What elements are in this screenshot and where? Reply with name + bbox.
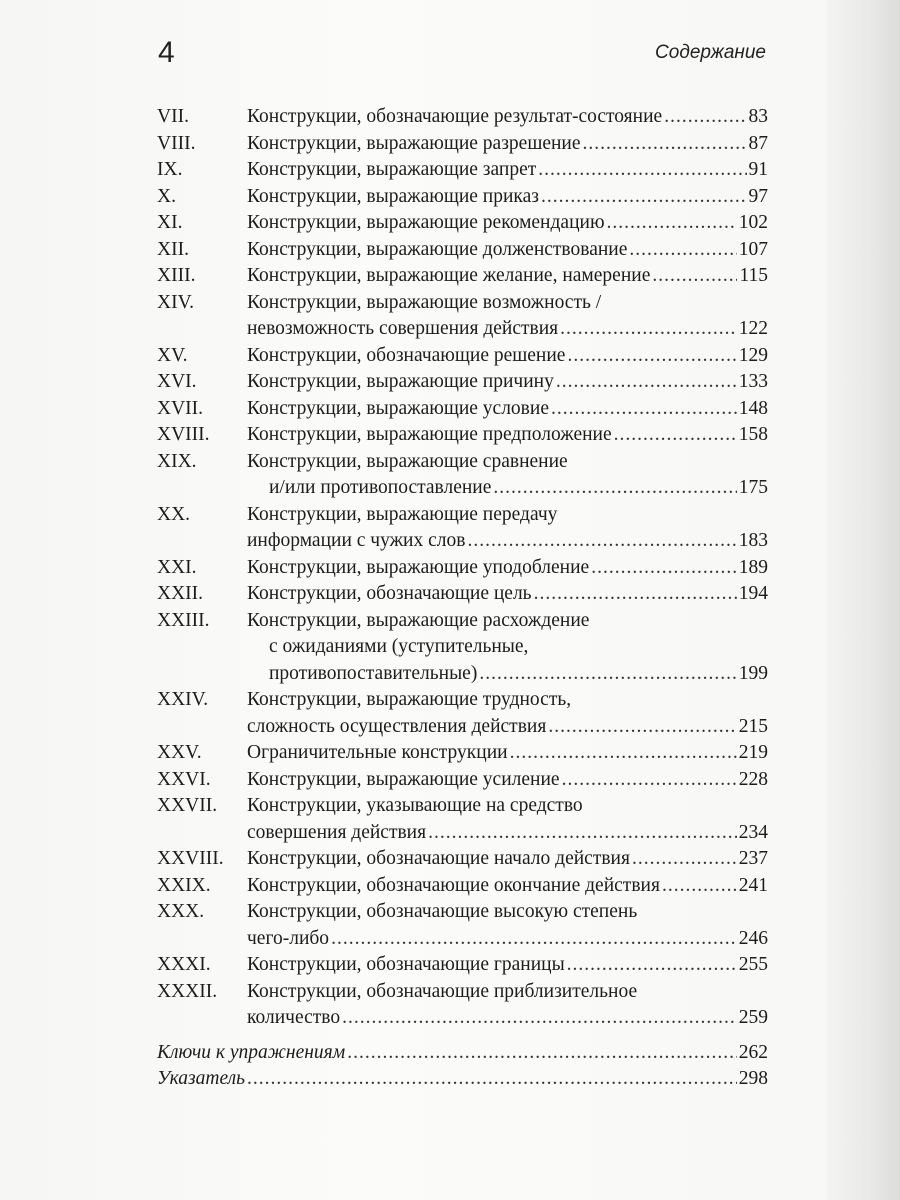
toc-entry <box>157 343 768 370</box>
dot-leader <box>560 316 737 343</box>
chapter-title-line: Конструкции, выражающие расхождение <box>247 609 590 631</box>
dot-leader <box>541 184 747 211</box>
entry-line <box>157 740 768 767</box>
chapter-title-line: Конструкции, обозначающие высокую степень <box>247 901 638 922</box>
dot-leader <box>493 475 736 502</box>
dot-leader <box>342 1005 737 1032</box>
dot-leader <box>664 104 746 131</box>
dot-leader <box>562 767 737 794</box>
dot-leader <box>632 846 737 873</box>
entry-line <box>157 793 768 820</box>
dot-leader <box>591 555 737 582</box>
chapter-title-line: с ожиданиями (уступительные, <box>269 636 529 657</box>
entry-line <box>157 396 768 423</box>
chapter-title-line: Конструкции, выражающие передачу <box>247 503 558 525</box>
chapter-numeral: XIX. <box>157 450 197 472</box>
toc-entry <box>157 793 768 846</box>
chapter-numeral: XXIII. <box>157 609 210 631</box>
dot-leader <box>347 1040 737 1067</box>
chapter-title-line: Ограничительные конструкции <box>247 742 508 763</box>
toc-entry <box>157 581 768 608</box>
toc-entry <box>157 449 768 502</box>
dot-leader <box>467 528 736 555</box>
entry-line <box>157 316 768 343</box>
toc-entry <box>157 555 768 582</box>
entry-line <box>157 104 768 131</box>
chapter-title-line: Конструкции, выражающие сравнение <box>247 450 568 472</box>
chapter-title-line: Конструкции, выражающие желание, намерение <box>247 265 651 286</box>
page-ref: 133 <box>738 371 768 392</box>
chapter-title-line: Конструкции, выражающие долженствование <box>247 238 628 260</box>
page-ref: 194 <box>738 583 768 604</box>
chapter-title-line: Конструкции, обозначающие начало действия <box>247 848 630 869</box>
page-ref: 175 <box>738 477 768 498</box>
entry-line <box>157 290 768 317</box>
page-ref: 262 <box>738 1041 768 1063</box>
back-matter <box>157 1040 768 1093</box>
entry-line <box>157 873 768 900</box>
chapter-title-line: Конструкции, выражающие разрешение <box>247 132 581 154</box>
toc-entry <box>157 131 768 158</box>
entry-line <box>157 475 768 502</box>
chapter-title-line: количество <box>247 1007 341 1028</box>
chapter-title-line: Конструкции, выражающие запрет <box>247 159 537 180</box>
toc-entry <box>157 952 768 979</box>
entry-line <box>157 899 768 926</box>
toc-entry <box>157 396 768 423</box>
back-matter-entry <box>157 1040 768 1067</box>
table-of-contents <box>157 104 768 1093</box>
chapter-title-line: Конструкции, обозначающие границы <box>247 954 565 975</box>
dot-leader <box>534 581 737 608</box>
page-ref: 87 <box>748 132 768 154</box>
chapter-title-line: информации с чужих слов <box>247 530 466 551</box>
dot-leader <box>567 343 736 370</box>
toc-entry <box>157 184 768 211</box>
page-ref: 183 <box>738 530 768 551</box>
chapter-title-line: сложность осуществления действия <box>247 715 547 737</box>
page-ref: 237 <box>738 848 768 869</box>
entry-line <box>157 687 768 714</box>
dot-leader <box>567 952 737 979</box>
toc-entry <box>157 104 768 131</box>
toc-entry <box>157 263 768 290</box>
chapter-numeral: XX. <box>157 503 191 525</box>
entry-line <box>157 979 768 1006</box>
toc-entry <box>157 608 768 688</box>
dot-leader <box>629 237 736 264</box>
chapter-numeral: XXX. <box>157 901 205 922</box>
chapter-numeral: XI. <box>157 212 183 233</box>
dot-leader <box>548 714 736 741</box>
entry-line <box>157 926 768 953</box>
back-matter-entry <box>157 1066 768 1093</box>
chapter-numeral: XXXII. <box>157 980 218 1002</box>
dot-leader <box>479 661 736 688</box>
chapter-numeral: XIV. <box>157 291 195 313</box>
toc-entry <box>157 502 768 555</box>
toc-entry <box>157 237 768 264</box>
chapter-numeral: XVII. <box>157 397 204 419</box>
toc-entries <box>157 104 768 1032</box>
page-ref: 241 <box>738 874 768 896</box>
entry-line <box>157 1005 768 1032</box>
entry-line <box>157 608 768 635</box>
entry-line <box>157 157 768 184</box>
page-ref: 129 <box>738 344 768 366</box>
chapter-title-line: Конструкции, выражающие приказ <box>247 185 539 207</box>
page-ref: 158 <box>738 424 768 445</box>
dot-leader <box>652 263 737 290</box>
entry-line <box>157 131 768 158</box>
toc-entry <box>157 687 768 740</box>
dot-leader <box>510 740 737 767</box>
entry-line <box>157 952 768 979</box>
entry-line <box>157 846 768 873</box>
toc-entry <box>157 157 768 184</box>
chapter-numeral: XXV. <box>157 742 202 763</box>
page-ref: 246 <box>738 927 768 949</box>
page-ref: 228 <box>738 768 768 790</box>
entry-line <box>157 714 768 741</box>
chapter-numeral: XXXI. <box>157 954 211 975</box>
chapter-numeral: XXIX. <box>157 874 211 896</box>
dot-leader <box>556 369 737 396</box>
entry-line <box>157 449 768 476</box>
page-ref: 259 <box>738 1007 768 1028</box>
page-ref: 122 <box>738 318 768 339</box>
toc-entry <box>157 767 768 794</box>
dot-leader <box>331 926 737 953</box>
dot-leader <box>583 131 747 158</box>
entry-line <box>157 1040 768 1067</box>
chapter-title-line: Конструкции, обозначающие приблизительное <box>247 980 638 1002</box>
entry-line <box>157 661 768 688</box>
page-ref: 199 <box>738 662 768 684</box>
chapter-numeral: XIII. <box>157 265 196 286</box>
chapter-numeral: XV. <box>157 344 188 366</box>
dot-leader <box>247 1066 737 1093</box>
chapter-numeral: XXIV. <box>157 689 209 710</box>
toc-entry <box>157 979 768 1032</box>
entry-line <box>157 422 768 449</box>
entry-line <box>157 263 768 290</box>
chapter-numeral: XVI. <box>157 371 197 392</box>
chapter-title-line: Конструкции, выражающие уподобление <box>247 556 590 578</box>
chapter-numeral: XXII. <box>157 583 204 604</box>
chapter-numeral: IX. <box>157 159 183 180</box>
page-ref: 148 <box>738 397 768 419</box>
chapter-title-line: Конструкции, обозначающие решение <box>247 344 566 366</box>
page-number: 4 <box>158 36 175 69</box>
chapter-numeral: X. <box>157 185 176 207</box>
chapter-title-line: совершения действия <box>247 821 427 843</box>
entry-line <box>157 343 768 370</box>
page-ref: 115 <box>739 265 768 286</box>
toc-entry <box>157 846 768 873</box>
entry-line <box>157 1066 768 1093</box>
page-ref: 219 <box>738 742 768 763</box>
chapter-title-line: Конструкции, обозначающие окончание действия <box>247 874 660 896</box>
page-ref: 97 <box>748 185 768 207</box>
chapter-title-line: невозможность совершения действия <box>247 318 559 339</box>
chapter-title-line: Конструкции, выражающие усиление <box>247 768 560 790</box>
chapter-title-line: Конструкции, выражающие трудность, <box>247 689 572 710</box>
chapter-title-line: Конструкции, выражающие условие <box>247 397 549 419</box>
page-ref: 215 <box>738 715 768 737</box>
toc-entry <box>157 873 768 900</box>
dot-leader <box>551 396 737 423</box>
entry-line <box>157 820 768 847</box>
chapter-numeral: XII. <box>157 238 189 260</box>
chapter-numeral: XXVIII. <box>157 848 224 869</box>
back-matter-label: Указатель <box>157 1068 246 1089</box>
entry-line <box>157 555 768 582</box>
toc-entry <box>157 210 768 237</box>
page-ref: 83 <box>748 106 768 127</box>
entry-line <box>157 369 768 396</box>
chapter-numeral: XXVI. <box>157 768 211 790</box>
chapter-title-line: Конструкции, указывающие на средство <box>247 795 583 816</box>
entry-line <box>157 237 768 264</box>
page-ref: 102 <box>738 212 768 233</box>
toc-entry <box>157 899 768 952</box>
chapter-title-line: Конструкции, выражающие возможность / <box>247 291 602 313</box>
entry-line <box>157 502 768 529</box>
chapter-title-line: противопоставительные) <box>269 662 478 684</box>
page-ref: 91 <box>748 159 768 180</box>
entry-line <box>157 581 768 608</box>
dot-leader <box>607 210 737 237</box>
chapter-title-line: Конструкции, обозначающие цель <box>247 583 532 604</box>
back-matter-label: Ключи к упражнениям <box>157 1041 346 1063</box>
page-edge-shadow <box>826 0 900 1200</box>
entry-line <box>157 528 768 555</box>
chapter-numeral: VIII. <box>157 132 196 154</box>
entry-line <box>157 634 768 661</box>
chapter-numeral: XXI. <box>157 556 197 578</box>
toc-entry <box>157 422 768 449</box>
running-title: Содержание <box>655 42 766 63</box>
dot-leader <box>538 157 746 184</box>
chapter-numeral: XXVII. <box>157 795 218 816</box>
entry-line <box>157 767 768 794</box>
toc-entry <box>157 740 768 767</box>
page-ref: 298 <box>738 1068 768 1089</box>
dot-leader <box>662 873 737 900</box>
page-ref: 255 <box>738 954 768 975</box>
chapter-title-line: Конструкции, обозначающие результат-состояние <box>247 106 663 127</box>
entry-line <box>157 184 768 211</box>
chapter-numeral: VII. <box>157 106 189 127</box>
chapter-title-line: Конструкции, выражающие предположение <box>247 424 612 445</box>
entry-line <box>157 210 768 237</box>
chapter-numeral: XVIII. <box>157 424 210 445</box>
chapter-title-line: Конструкции, выражающие причину <box>247 371 554 392</box>
toc-entry <box>157 369 768 396</box>
dot-leader <box>428 820 737 847</box>
chapter-title-line: Конструкции, выражающие рекомендацию <box>247 212 605 233</box>
chapter-title-line: чего-либо <box>247 927 330 949</box>
toc-entry <box>157 290 768 343</box>
page-ref: 107 <box>738 238 768 260</box>
chapter-title-line: и/или противопоставление <box>269 477 492 498</box>
page-ref: 189 <box>738 556 768 578</box>
page-ref: 234 <box>738 821 768 843</box>
dot-leader <box>614 422 737 449</box>
